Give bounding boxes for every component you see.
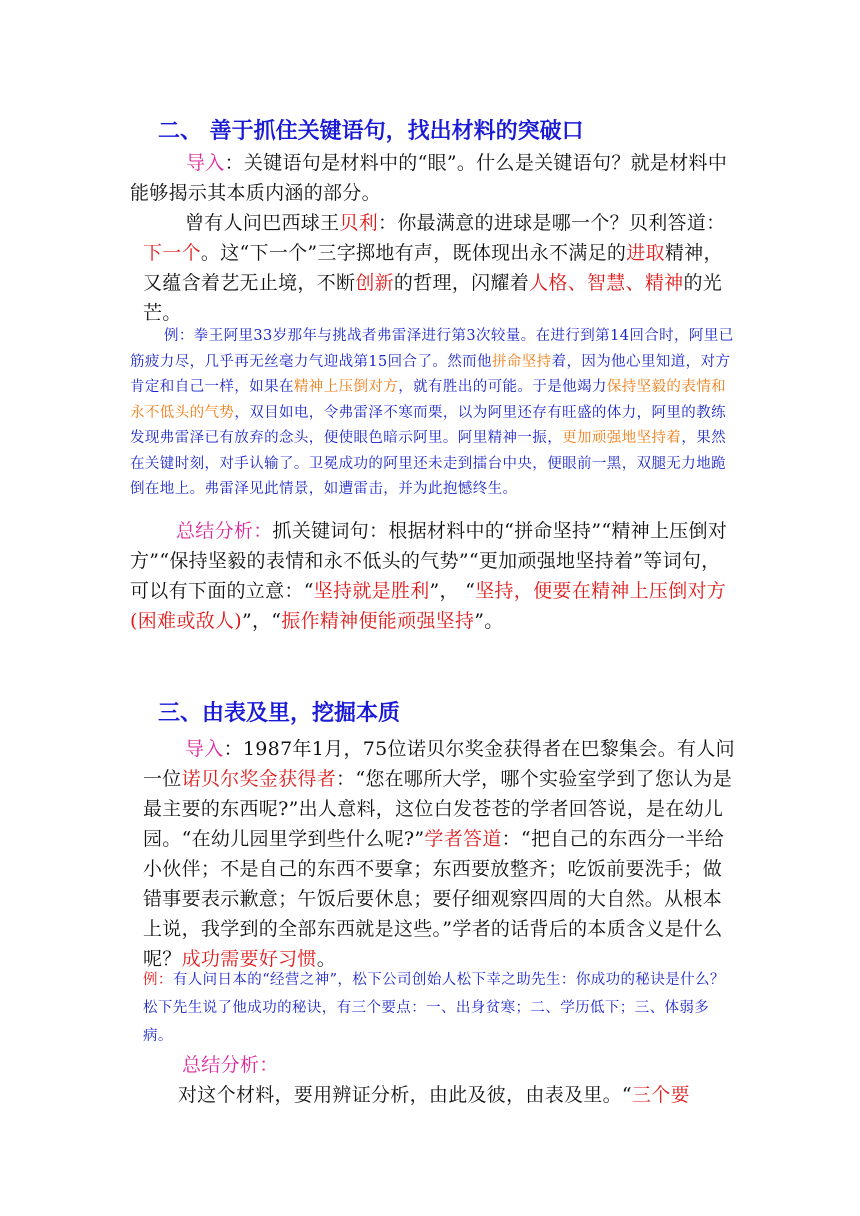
section-2-summary: 总结分析：抓关键词句：根据材料中的“拼命坚持”“精神上压倒对方”“保持坚毅的表情和永不低头的气势”“更加顽强地坚持着”等词句，可以有下面的立意：“坚持就是胜利”， “坚持，便要在精神上压倒对方(困难或敌人)”，“振作精神便能顽强坚持”。 (130, 520, 728, 632)
section-3-example: 例：有人问日本的“经营之神”，松下公司创始人松下幸之助先生：你成功的秘诀是什么？松下先生说了他成功的秘诀，有三个要点：一、出身贫寒；二、学历低下；三、体弱多病。 (143, 972, 725, 1044)
keyword-progress: 进取 (626, 242, 665, 264)
section-3-summary-label: 总结分析： (182, 1054, 279, 1076)
keyword-nobel: 诺贝尔奖金获得者 (181, 768, 337, 790)
keyword-pele: 贝利 (339, 212, 379, 234)
keyword-good-habits: 成功需要好习惯 (181, 948, 317, 970)
keyword-innovation: 创新 (355, 272, 394, 294)
section-3-heading: 三、由表及里，挖掘本质 (158, 701, 401, 726)
phrase-persist: 拼命坚持 (491, 353, 552, 370)
keyword-next-one: 下一个 (143, 242, 201, 264)
summary-label: 总结分析： (176, 520, 273, 542)
keyword-character: 人格、智慧、精神 (529, 272, 684, 294)
section-2-heading: 二、 善于抓住关键语句，找出材料的突破口 (158, 119, 584, 144)
section-2-example-ali: 例：拳王阿里33岁那年与挑战者弗雷泽进行第3次较量。在进行到第14回合时，阿里已筋疲力尽，几乎再无丝毫力气迎战第15回合了。然而他拼命坚持着，因为他心里知道，对方肯定和自己一样，如果在精神上压倒对方，就有胜出的可能。于是他竭力保持坚毅的表情和永不低头的气势，双目如电，令弗雷泽不寒而栗，以为阿里还存有旺盛的体力，阿里的教练发现弗雷泽已有放弃的念头，便使眼色暗示阿里。阿里精神一振，更加顽强地坚持着，果然在关键时刻，对手认输了。卫冕成功的阿里还未走到擂台中央，便眼前一黑，双腿无力地跪倒在地上。弗雷泽见此情景，如遭雷击，并为此抱憾终生。 (130, 328, 734, 497)
section-2-pele-paragraph: 曾有人问巴西球王贝利：你最满意的进球是哪一个？贝利答道：下一个。这“下一个”三字掷地有声，既体现出永不满足的进取精神，又蕴含着艺无止境，不断创新的哲理，闪耀着人格、智慧、精神的光芒。 (143, 212, 726, 324)
intro-text: ：关键语句是材料中的“眼”。什么是关键语句？就是材料中能够揭示其本质内涵的部分。 (130, 152, 728, 204)
section-3-intro: 导入：1987年1月，75位诺贝尔奖金获得者在巴黎集会。有人问一位诺贝尔奖金获得者：“您在哪所大学，哪个实验室学到了您认为是最主要的东西呢?”出人意料，这位白发苍苍的学者回答说，是在幼儿园。“在幼儿园里学到些什么呢?”学者答道：“把自己的东西分一半给小伙伴；不是自己的东西不要拿；东西要放整齐；吃饭前要洗手；做错事要表示歉意；午饭后要休息；要仔细观察四周的大自然。从根本上说，我学到的全部东西就是这些。”学者的话背后的本质含义是什么呢？成功需要好习惯。 (143, 738, 735, 970)
intro-label: 导入 (186, 152, 225, 174)
phrase-tenacious: 更加顽强地坚持着 (562, 430, 682, 446)
keyword-scholar: 学者答道 (424, 828, 502, 850)
example-label: 例： (143, 972, 173, 988)
section-2-intro (130, 148, 735, 208)
phrase-overwhelm: 精神上压倒对方 (293, 379, 399, 395)
section-3-summary: 对这个材料，要用辨证分析，由此及彼，由表及里。“三个要 (178, 1084, 690, 1106)
intro-label: 导入 (185, 738, 224, 760)
phrase-resolute: 保持坚毅的表情和永不低头的气势 (130, 379, 727, 421)
